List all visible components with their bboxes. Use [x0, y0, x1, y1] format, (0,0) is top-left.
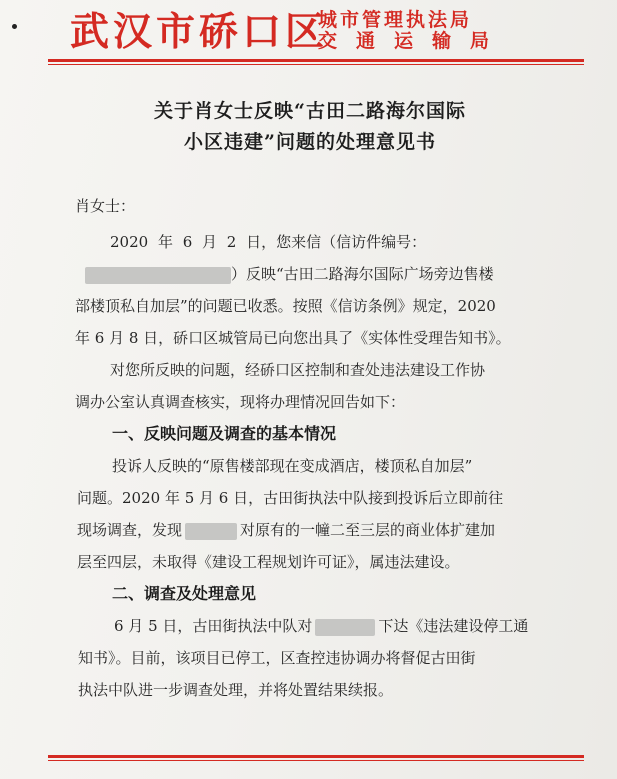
document-title-line-1: 关于肖女士反映“古田二路海尔国际 [154, 100, 466, 122]
body-line: 2020 年 6 月 2 日，您来信（信访件编号： [110, 233, 427, 251]
body-text: 对原有的一幢二至三层的商业体扩建加 [240, 521, 496, 539]
body-line: 问题。2020 年 5 月 6 日，古田街执法中队接到投诉后立即前往 [77, 489, 504, 507]
letterhead-rule [48, 59, 584, 62]
body-line: 年 6 月 8 日，硚口区城管局已向您出具了《实体性受理告知书》。 [75, 329, 511, 347]
body-text: 6 月 5 日，古田街执法中队对 [114, 617, 313, 635]
footer-rule [48, 755, 584, 758]
letterhead-departments [318, 10, 508, 52]
body-line: 调办公室认真调查核实，现将办理情况回告如下： [75, 393, 406, 411]
body-line: 层至四层，未取得《建设工程规划许可证》，属违法建设。 [77, 553, 460, 571]
body-line: 投诉人反映的“原售楼部现在变成酒店，楼顶私自加层” [112, 457, 473, 475]
body-line: 对您所反映的问题，经硚口区控制和查处违法建设工作协 [110, 361, 486, 379]
salutation: 肖女士： [75, 197, 136, 215]
body-line [114, 616, 528, 636]
paper-mark [12, 24, 17, 29]
document-title-line-2: 小区违建”问题的处理意见书 [184, 131, 436, 153]
redacted-block [315, 619, 375, 636]
body-line: 部楼顶私自加层”的问题已收悉。按照《信访条例》规定，2020 [75, 297, 496, 315]
body-line: 知书》。目前，该项目已停工，区查控违协调办将督促古田街 [78, 649, 476, 667]
section-heading: 二、调查及处理意见 [112, 584, 257, 603]
body-line [77, 520, 495, 540]
body-text: 现场调查，发现 [77, 521, 183, 539]
section-heading: 一、反映问题及调查的基本情况 [112, 424, 337, 443]
redacted-block [185, 523, 237, 540]
letterhead-dept-2: 交通运输局 [318, 30, 509, 52]
letterhead-rule-thin [48, 64, 584, 65]
redacted-block [85, 267, 231, 284]
letterhead-org: 武汉市硚口区 [70, 9, 329, 55]
body-line [85, 264, 494, 284]
body-text: 下达《违法建设停工通 [378, 617, 529, 635]
footer-rule-thin [48, 760, 584, 761]
body-text: ）反映“古田二路海尔国际广场旁边售楼 [231, 265, 494, 283]
body-line: 执法中队进一步调查处理，并将处置结果续报。 [78, 681, 394, 699]
letterhead-dept-1: 城市管理执法局 [318, 9, 473, 31]
